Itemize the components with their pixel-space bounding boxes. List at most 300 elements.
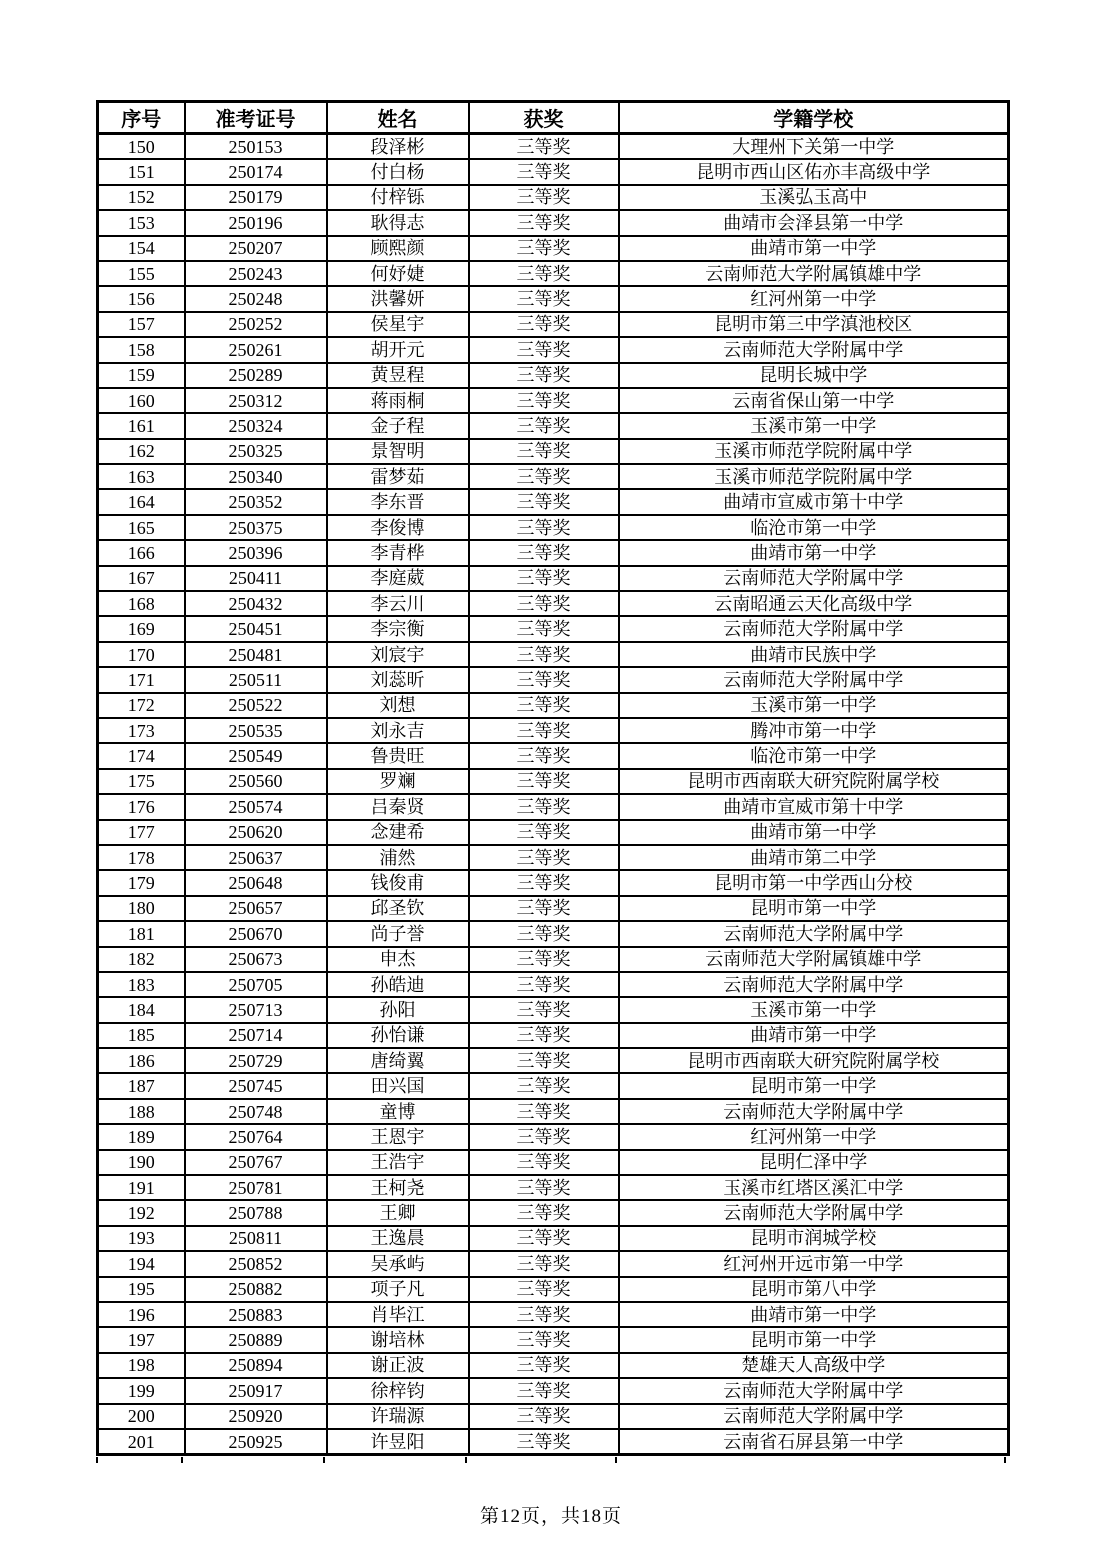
cell-name: 谢正波	[327, 1353, 469, 1378]
cell-exam-id: 250535	[185, 718, 327, 743]
cell-school: 云南昭通云天化高级中学	[619, 591, 1009, 616]
table-row	[98, 464, 1009, 489]
cell-exam-id: 250883	[185, 1302, 327, 1327]
table-row	[98, 566, 1009, 591]
cell-exam-id: 250714	[185, 1023, 327, 1048]
cell-school: 昆明市第三中学滇池校区	[619, 312, 1009, 337]
cell-index: 159	[98, 363, 185, 388]
cell-school: 云南师范大学附属中学	[619, 1200, 1009, 1225]
cell-index: 154	[98, 236, 185, 261]
cell-index: 158	[98, 337, 185, 362]
cell-index: 190	[98, 1150, 185, 1175]
cell-school: 大理州下关第一中学	[619, 134, 1009, 160]
column-header: 序号	[98, 102, 185, 134]
cell-name: 侯星宇	[327, 312, 469, 337]
cell-name: 耿得志	[327, 210, 469, 235]
page-break-border-stub	[96, 1457, 98, 1463]
cell-exam-id: 250549	[185, 743, 327, 768]
cell-award: 三等奖	[469, 388, 619, 413]
cell-award: 三等奖	[469, 1200, 619, 1225]
cell-index: 152	[98, 185, 185, 210]
cell-school: 玉溪弘玉高中	[619, 185, 1009, 210]
cell-exam-id: 250894	[185, 1353, 327, 1378]
cell-school: 红河州开远市第一中学	[619, 1251, 1009, 1276]
cell-award: 三等奖	[469, 1023, 619, 1048]
cell-school: 昆明市第一中学	[619, 896, 1009, 921]
cell-exam-id: 250560	[185, 769, 327, 794]
cell-award: 三等奖	[469, 1073, 619, 1098]
cell-award: 三等奖	[469, 210, 619, 235]
cell-school: 昆明仁泽中学	[619, 1150, 1009, 1175]
cell-name: 王卿	[327, 1200, 469, 1225]
cell-index: 197	[98, 1327, 185, 1352]
cell-name: 蒋雨桐	[327, 388, 469, 413]
cell-exam-id: 250920	[185, 1404, 327, 1429]
cell-exam-id: 250637	[185, 845, 327, 870]
table-row	[98, 515, 1009, 540]
cell-index: 177	[98, 820, 185, 845]
table-row	[98, 1277, 1009, 1302]
table-row	[98, 185, 1009, 210]
cell-school: 昆明长城中学	[619, 363, 1009, 388]
cell-name: 罗斓	[327, 769, 469, 794]
cell-award: 三等奖	[469, 667, 619, 692]
cell-school: 腾冲市第一中学	[619, 718, 1009, 743]
table-row	[98, 286, 1009, 311]
cell-school: 昆明市西南联大研究院附属学校	[619, 1048, 1009, 1073]
cell-name: 王浩宇	[327, 1150, 469, 1175]
cell-award: 三等奖	[469, 1226, 619, 1251]
cell-school: 昆明市西山区佑亦丰高级中学	[619, 159, 1009, 184]
cell-exam-id: 250673	[185, 947, 327, 972]
cell-index: 186	[98, 1048, 185, 1073]
cell-exam-id: 250670	[185, 921, 327, 946]
cell-award: 三等奖	[469, 286, 619, 311]
cell-name: 王逸晨	[327, 1226, 469, 1251]
cell-award: 三等奖	[469, 261, 619, 286]
cell-name: 许瑞源	[327, 1404, 469, 1429]
cell-name: 金子程	[327, 413, 469, 438]
cell-award: 三等奖	[469, 1175, 619, 1200]
cell-exam-id: 250396	[185, 540, 327, 565]
cell-school: 云南师范大学附属中学	[619, 1378, 1009, 1403]
cell-award: 三等奖	[469, 1327, 619, 1352]
table-row	[98, 540, 1009, 565]
cell-exam-id: 250196	[185, 210, 327, 235]
cell-school: 曲靖市宣威市第十中学	[619, 794, 1009, 819]
table-row	[98, 439, 1009, 464]
cell-award: 三等奖	[469, 363, 619, 388]
cell-index: 171	[98, 667, 185, 692]
cell-school: 曲靖市民族中学	[619, 642, 1009, 667]
cell-school: 云南师范大学附属镇雄中学	[619, 261, 1009, 286]
cell-exam-id: 250174	[185, 159, 327, 184]
page-break-border-stub	[1004, 1457, 1006, 1463]
cell-school: 玉溪市师范学院附属中学	[619, 464, 1009, 489]
cell-exam-id: 250522	[185, 693, 327, 718]
cell-school: 云南师范大学附属中学	[619, 667, 1009, 692]
table-row	[98, 743, 1009, 768]
cell-school: 昆明市第一中学西山分校	[619, 870, 1009, 895]
cell-name: 黄昱程	[327, 363, 469, 388]
table-row	[98, 769, 1009, 794]
cell-award: 三等奖	[469, 185, 619, 210]
cell-exam-id: 250243	[185, 261, 327, 286]
cell-school: 曲靖市第一中学	[619, 540, 1009, 565]
cell-index: 180	[98, 896, 185, 921]
cell-index: 162	[98, 439, 185, 464]
cell-award: 三等奖	[469, 312, 619, 337]
cell-index: 172	[98, 693, 185, 718]
table-row	[98, 845, 1009, 870]
cell-exam-id: 250289	[185, 363, 327, 388]
cell-award: 三等奖	[469, 718, 619, 743]
cell-award: 三等奖	[469, 642, 619, 667]
cell-index: 160	[98, 388, 185, 413]
cell-exam-id: 250748	[185, 1099, 327, 1124]
table-row	[98, 1353, 1009, 1378]
cell-name: 刘想	[327, 693, 469, 718]
cell-award: 三等奖	[469, 1429, 619, 1455]
page-break-border-stub	[615, 1457, 617, 1463]
cell-index: 176	[98, 794, 185, 819]
cell-award: 三等奖	[469, 1251, 619, 1276]
column-header: 准考证号	[185, 102, 327, 134]
cell-school: 临沧市第一中学	[619, 743, 1009, 768]
table-row	[98, 896, 1009, 921]
cell-index: 150	[98, 134, 185, 160]
cell-school: 玉溪市红塔区溪汇中学	[619, 1175, 1009, 1200]
cell-award: 三等奖	[469, 769, 619, 794]
table-row	[98, 616, 1009, 641]
cell-index: 157	[98, 312, 185, 337]
table-body	[98, 134, 1009, 1455]
cell-award: 三等奖	[469, 693, 619, 718]
cell-index: 200	[98, 1404, 185, 1429]
cell-award: 三等奖	[469, 870, 619, 895]
cell-award: 三等奖	[469, 1378, 619, 1403]
table-row	[98, 388, 1009, 413]
cell-award: 三等奖	[469, 159, 619, 184]
cell-name: 李宗衡	[327, 616, 469, 641]
cell-exam-id: 250325	[185, 439, 327, 464]
cell-school: 红河州第一中学	[619, 1124, 1009, 1149]
column-header: 获奖	[469, 102, 619, 134]
cell-exam-id: 250657	[185, 896, 327, 921]
cell-exam-id: 250574	[185, 794, 327, 819]
cell-index: 201	[98, 1429, 185, 1455]
cell-index: 155	[98, 261, 185, 286]
cell-exam-id: 250620	[185, 820, 327, 845]
cell-school: 昆明市润城学校	[619, 1226, 1009, 1251]
cell-name: 鲁贵旺	[327, 743, 469, 768]
cell-index: 167	[98, 566, 185, 591]
cell-exam-id: 250312	[185, 388, 327, 413]
cell-exam-id: 250713	[185, 997, 327, 1022]
table-row	[98, 667, 1009, 692]
cell-exam-id: 250811	[185, 1226, 327, 1251]
cell-exam-id: 250767	[185, 1150, 327, 1175]
cell-index: 183	[98, 972, 185, 997]
table-row	[98, 337, 1009, 362]
cell-name: 李青桦	[327, 540, 469, 565]
cell-award: 三等奖	[469, 794, 619, 819]
cell-award: 三等奖	[469, 743, 619, 768]
table-row	[98, 591, 1009, 616]
cell-award: 三等奖	[469, 616, 619, 641]
cell-name: 刘蕊昕	[327, 667, 469, 692]
cell-exam-id: 250261	[185, 337, 327, 362]
cell-school: 红河州第一中学	[619, 286, 1009, 311]
cell-award: 三等奖	[469, 1048, 619, 1073]
table-row	[98, 947, 1009, 972]
cell-index: 156	[98, 286, 185, 311]
cell-name: 浦然	[327, 845, 469, 870]
cell-exam-id: 250889	[185, 1327, 327, 1352]
cell-award: 三等奖	[469, 591, 619, 616]
cell-school: 临沧市第一中学	[619, 515, 1009, 540]
cell-name: 肖毕江	[327, 1302, 469, 1327]
cell-name: 孙怡谦	[327, 1023, 469, 1048]
cell-school: 云南师范大学附属中学	[619, 337, 1009, 362]
cell-name: 田兴国	[327, 1073, 469, 1098]
cell-school: 云南师范大学附属中学	[619, 921, 1009, 946]
cell-index: 181	[98, 921, 185, 946]
cell-school: 曲靖市第一中学	[619, 1023, 1009, 1048]
cell-index: 161	[98, 413, 185, 438]
table-row	[98, 1023, 1009, 1048]
cell-name: 项子凡	[327, 1277, 469, 1302]
table-row	[98, 794, 1009, 819]
cell-exam-id: 250729	[185, 1048, 327, 1073]
cell-index: 165	[98, 515, 185, 540]
table-row	[98, 363, 1009, 388]
cell-exam-id: 250788	[185, 1200, 327, 1225]
cell-name: 念建希	[327, 820, 469, 845]
cell-school: 云南省保山第一中学	[619, 388, 1009, 413]
cell-school: 云南师范大学附属中学	[619, 566, 1009, 591]
cell-school: 玉溪市第一中学	[619, 997, 1009, 1022]
table-row	[98, 1327, 1009, 1352]
cell-exam-id: 250781	[185, 1175, 327, 1200]
cell-school: 曲靖市第二中学	[619, 845, 1009, 870]
cell-index: 192	[98, 1200, 185, 1225]
table-row	[98, 921, 1009, 946]
cell-name: 李云川	[327, 591, 469, 616]
table-row	[98, 489, 1009, 514]
table-row	[98, 1378, 1009, 1403]
table-header-row	[98, 102, 1009, 134]
cell-name: 刘宸宇	[327, 642, 469, 667]
cell-award: 三等奖	[469, 1353, 619, 1378]
cell-name: 雷梦茹	[327, 464, 469, 489]
cell-name: 孙皓迪	[327, 972, 469, 997]
cell-index: 199	[98, 1378, 185, 1403]
cell-school: 玉溪市第一中学	[619, 693, 1009, 718]
cell-name: 刘永吉	[327, 718, 469, 743]
cell-name: 申杰	[327, 947, 469, 972]
cell-index: 193	[98, 1226, 185, 1251]
cell-index: 166	[98, 540, 185, 565]
cell-award: 三等奖	[469, 921, 619, 946]
cell-exam-id: 250375	[185, 515, 327, 540]
cell-exam-id: 250248	[185, 286, 327, 311]
table-row	[98, 1073, 1009, 1098]
table-row	[98, 997, 1009, 1022]
cell-name: 段泽彬	[327, 134, 469, 160]
cell-award: 三等奖	[469, 1404, 619, 1429]
cell-name: 吕秦贤	[327, 794, 469, 819]
cell-award: 三等奖	[469, 439, 619, 464]
cell-name: 孙阳	[327, 997, 469, 1022]
cell-name: 王柯尧	[327, 1175, 469, 1200]
cell-index: 182	[98, 947, 185, 972]
cell-school: 曲靖市第一中学	[619, 820, 1009, 845]
cell-award: 三等奖	[469, 489, 619, 514]
cell-school: 昆明市第八中学	[619, 1277, 1009, 1302]
cell-award: 三等奖	[469, 1277, 619, 1302]
cell-exam-id: 250179	[185, 185, 327, 210]
cell-index: 153	[98, 210, 185, 235]
page-break-border-stub	[181, 1457, 183, 1463]
cell-award: 三等奖	[469, 464, 619, 489]
cell-exam-id: 250324	[185, 413, 327, 438]
table-row	[98, 1150, 1009, 1175]
cell-school: 楚雄天人高级中学	[619, 1353, 1009, 1378]
award-results-table	[96, 100, 1010, 1456]
table-row	[98, 693, 1009, 718]
cell-school: 曲靖市第一中学	[619, 236, 1009, 261]
cell-school: 云南师范大学附属中学	[619, 616, 1009, 641]
cell-award: 三等奖	[469, 820, 619, 845]
cell-name: 洪馨妍	[327, 286, 469, 311]
cell-exam-id: 250511	[185, 667, 327, 692]
cell-exam-id: 250745	[185, 1073, 327, 1098]
column-header: 学籍学校	[619, 102, 1009, 134]
cell-award: 三等奖	[469, 845, 619, 870]
cell-name: 李俊博	[327, 515, 469, 540]
table-row	[98, 1175, 1009, 1200]
cell-index: 151	[98, 159, 185, 184]
cell-exam-id: 250207	[185, 236, 327, 261]
cell-index: 198	[98, 1353, 185, 1378]
cell-exam-id: 250481	[185, 642, 327, 667]
cell-name: 邱圣钦	[327, 896, 469, 921]
cell-exam-id: 250882	[185, 1277, 327, 1302]
table-row	[98, 134, 1009, 160]
cell-award: 三等奖	[469, 337, 619, 362]
cell-name: 顾熙颜	[327, 236, 469, 261]
cell-exam-id: 250432	[185, 591, 327, 616]
table-row	[98, 413, 1009, 438]
cell-index: 169	[98, 616, 185, 641]
cell-award: 三等奖	[469, 1099, 619, 1124]
cell-award: 三等奖	[469, 1302, 619, 1327]
cell-name: 胡开元	[327, 337, 469, 362]
table-row	[98, 1124, 1009, 1149]
cell-index: 173	[98, 718, 185, 743]
cell-name: 许昱阳	[327, 1429, 469, 1455]
cell-school: 云南师范大学附属中学	[619, 1404, 1009, 1429]
cell-exam-id: 250852	[185, 1251, 327, 1276]
cell-exam-id: 250451	[185, 616, 327, 641]
cell-award: 三等奖	[469, 413, 619, 438]
table-row	[98, 236, 1009, 261]
cell-name: 童博	[327, 1099, 469, 1124]
cell-school: 曲靖市第一中学	[619, 1302, 1009, 1327]
cell-name: 谢培林	[327, 1327, 469, 1352]
table-row	[98, 870, 1009, 895]
cell-index: 174	[98, 743, 185, 768]
cell-award: 三等奖	[469, 515, 619, 540]
cell-award: 三等奖	[469, 972, 619, 997]
cell-index: 164	[98, 489, 185, 514]
table-row	[98, 210, 1009, 235]
cell-name: 李庭葳	[327, 566, 469, 591]
cell-school: 昆明市第一中学	[619, 1073, 1009, 1098]
cell-index: 185	[98, 1023, 185, 1048]
cell-exam-id: 250352	[185, 489, 327, 514]
cell-award: 三等奖	[469, 1124, 619, 1149]
cell-award: 三等奖	[469, 236, 619, 261]
cell-name: 何妤婕	[327, 261, 469, 286]
cell-index: 187	[98, 1073, 185, 1098]
cell-index: 191	[98, 1175, 185, 1200]
table-row	[98, 718, 1009, 743]
cell-school: 昆明市第一中学	[619, 1327, 1009, 1352]
cell-name: 付白杨	[327, 159, 469, 184]
cell-name: 吴承屿	[327, 1251, 469, 1276]
cell-school: 玉溪市师范学院附属中学	[619, 439, 1009, 464]
cell-index: 184	[98, 997, 185, 1022]
cell-school: 曲靖市宣威市第十中学	[619, 489, 1009, 514]
table-row	[98, 159, 1009, 184]
cell-name: 唐绮翼	[327, 1048, 469, 1073]
table-row	[98, 1404, 1009, 1429]
cell-award: 三等奖	[469, 947, 619, 972]
column-header: 姓名	[327, 102, 469, 134]
cell-index: 179	[98, 870, 185, 895]
table-row	[98, 261, 1009, 286]
cell-name: 李东晋	[327, 489, 469, 514]
cell-school: 云南省石屏县第一中学	[619, 1429, 1009, 1455]
cell-school: 曲靖市会泽县第一中学	[619, 210, 1009, 235]
page-break-border-stub	[465, 1457, 467, 1463]
cell-index: 189	[98, 1124, 185, 1149]
table-row	[98, 1251, 1009, 1276]
cell-index: 188	[98, 1099, 185, 1124]
cell-index: 170	[98, 642, 185, 667]
cell-award: 三等奖	[469, 1150, 619, 1175]
cell-award: 三等奖	[469, 566, 619, 591]
cell-name: 徐梓钧	[327, 1378, 469, 1403]
cell-school: 云南师范大学附属中学	[619, 972, 1009, 997]
page-indicator: 第12页，共18页	[479, 1506, 622, 1527]
cell-school: 玉溪市第一中学	[619, 413, 1009, 438]
table-row	[98, 820, 1009, 845]
cell-school: 云南师范大学附属镇雄中学	[619, 947, 1009, 972]
table-row	[98, 1302, 1009, 1327]
table-row	[98, 1429, 1009, 1455]
cell-index: 175	[98, 769, 185, 794]
cell-name: 王恩宇	[327, 1124, 469, 1149]
cell-index: 178	[98, 845, 185, 870]
cell-award: 三等奖	[469, 997, 619, 1022]
cell-index: 195	[98, 1277, 185, 1302]
cell-name: 付梓铄	[327, 185, 469, 210]
cell-exam-id: 250648	[185, 870, 327, 895]
cell-award: 三等奖	[469, 896, 619, 921]
